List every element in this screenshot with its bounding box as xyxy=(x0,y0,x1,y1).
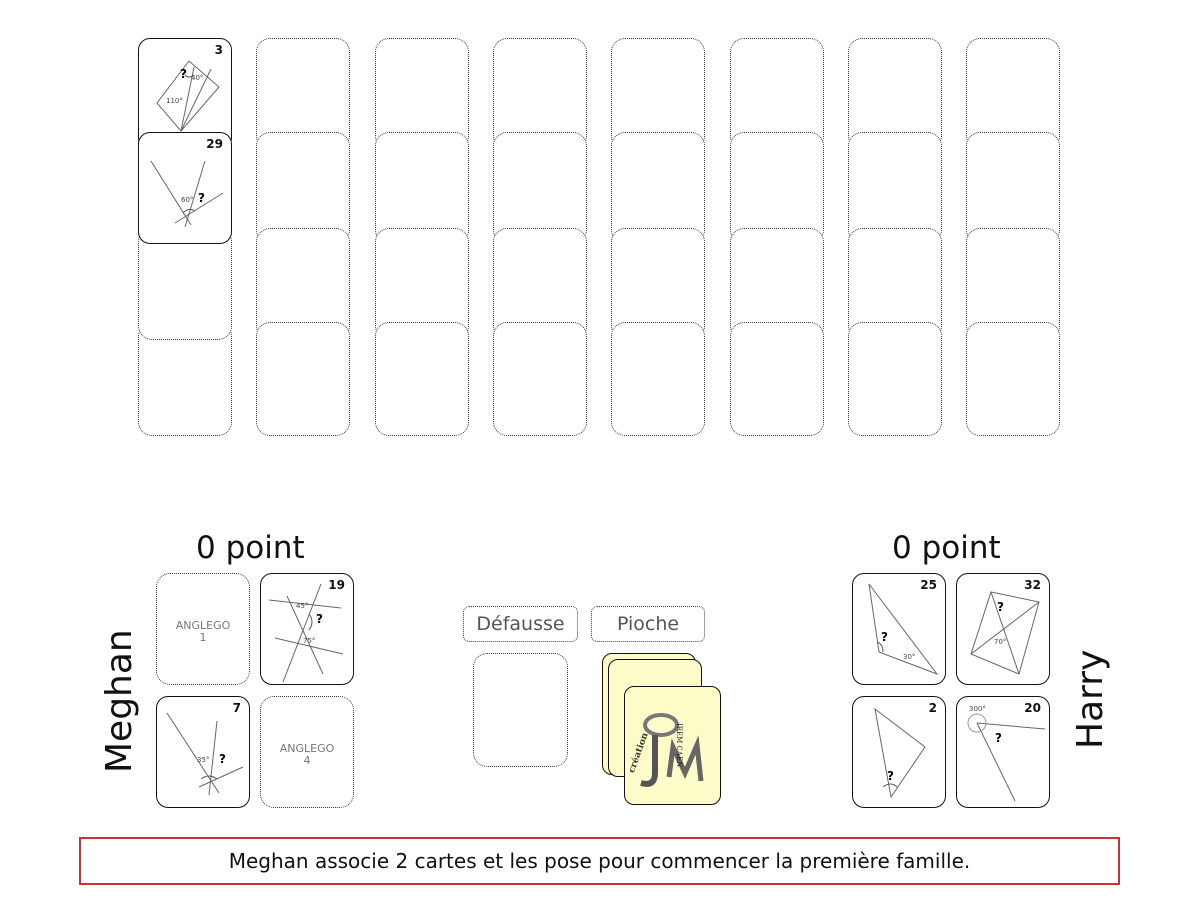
question-mark: ? xyxy=(995,731,1002,745)
angle-label: 30° xyxy=(903,653,916,661)
card-number: 7 xyxy=(232,701,241,715)
card-number: 29 xyxy=(206,137,223,151)
hand-card[interactable] xyxy=(956,696,1050,808)
angle-label: 70° xyxy=(994,638,1007,646)
angle-label: 35° xyxy=(197,756,210,764)
angle-figure-icon xyxy=(853,697,946,808)
draw-label: Pioche xyxy=(591,606,705,642)
hand-card-placeholder: ANGLEGO 1 xyxy=(156,573,250,685)
logo-bottom-text: création xyxy=(627,731,651,775)
hand-card-placeholder: ANGLEGO 4 xyxy=(260,696,354,808)
hand-card[interactable] xyxy=(260,573,354,685)
table-slot[interactable] xyxy=(256,322,350,436)
angle-figure-icon xyxy=(957,697,1050,808)
table-slot[interactable] xyxy=(375,322,469,436)
player-score: 0 point xyxy=(196,530,305,566)
hand-card[interactable] xyxy=(156,696,250,808)
angle-figure-icon xyxy=(139,133,232,244)
player-name: Harry xyxy=(1070,649,1111,749)
discard-pile[interactable] xyxy=(473,653,568,767)
card-number: 20 xyxy=(1024,701,1041,715)
hand-card[interactable] xyxy=(956,573,1050,685)
question-mark: ? xyxy=(997,600,1004,614)
status-message: Meghan associe 2 cartes et les pose pour commencer la première famille. xyxy=(79,837,1120,885)
angle-label: 45° xyxy=(296,602,309,610)
player-name: Meghan xyxy=(99,629,140,773)
card-number: 3 xyxy=(214,43,223,57)
angle-label: 75° xyxy=(303,637,316,645)
question-mark: ? xyxy=(887,769,894,783)
angle-label: 300° xyxy=(969,705,986,713)
table-slot[interactable] xyxy=(848,322,942,436)
angle-figure-icon xyxy=(853,574,946,685)
hand-card[interactable] xyxy=(852,573,946,685)
card-number: 2 xyxy=(928,701,937,715)
table-slot[interactable] xyxy=(966,322,1060,436)
table-slot[interactable] xyxy=(730,322,824,436)
angle-figure-icon xyxy=(261,574,354,685)
table-card[interactable] xyxy=(138,132,232,244)
deck-card-back[interactable] xyxy=(624,686,721,805)
player-score: 0 point xyxy=(892,530,1001,566)
angle-figure-icon xyxy=(957,574,1050,685)
angle-label: 40° xyxy=(191,74,204,82)
angle-label: 110° xyxy=(166,97,183,105)
question-mark: ? xyxy=(198,191,205,205)
table-slot[interactable] xyxy=(611,322,705,436)
discard-label: Défausse xyxy=(463,606,578,642)
table-slot[interactable] xyxy=(138,228,232,340)
hand-card[interactable] xyxy=(852,696,946,808)
logo-side-text: IREM CAEN xyxy=(675,723,683,768)
table-slot[interactable] xyxy=(493,322,587,436)
question-mark: ? xyxy=(180,67,187,81)
question-mark: ? xyxy=(316,612,323,626)
question-mark: ? xyxy=(219,752,226,766)
angle-figure-icon xyxy=(157,697,250,808)
card-number: 19 xyxy=(328,578,345,592)
angle-label: 60° xyxy=(181,196,194,204)
question-mark: ? xyxy=(881,630,888,644)
card-number: 25 xyxy=(920,578,937,592)
card-number: 32 xyxy=(1024,578,1041,592)
